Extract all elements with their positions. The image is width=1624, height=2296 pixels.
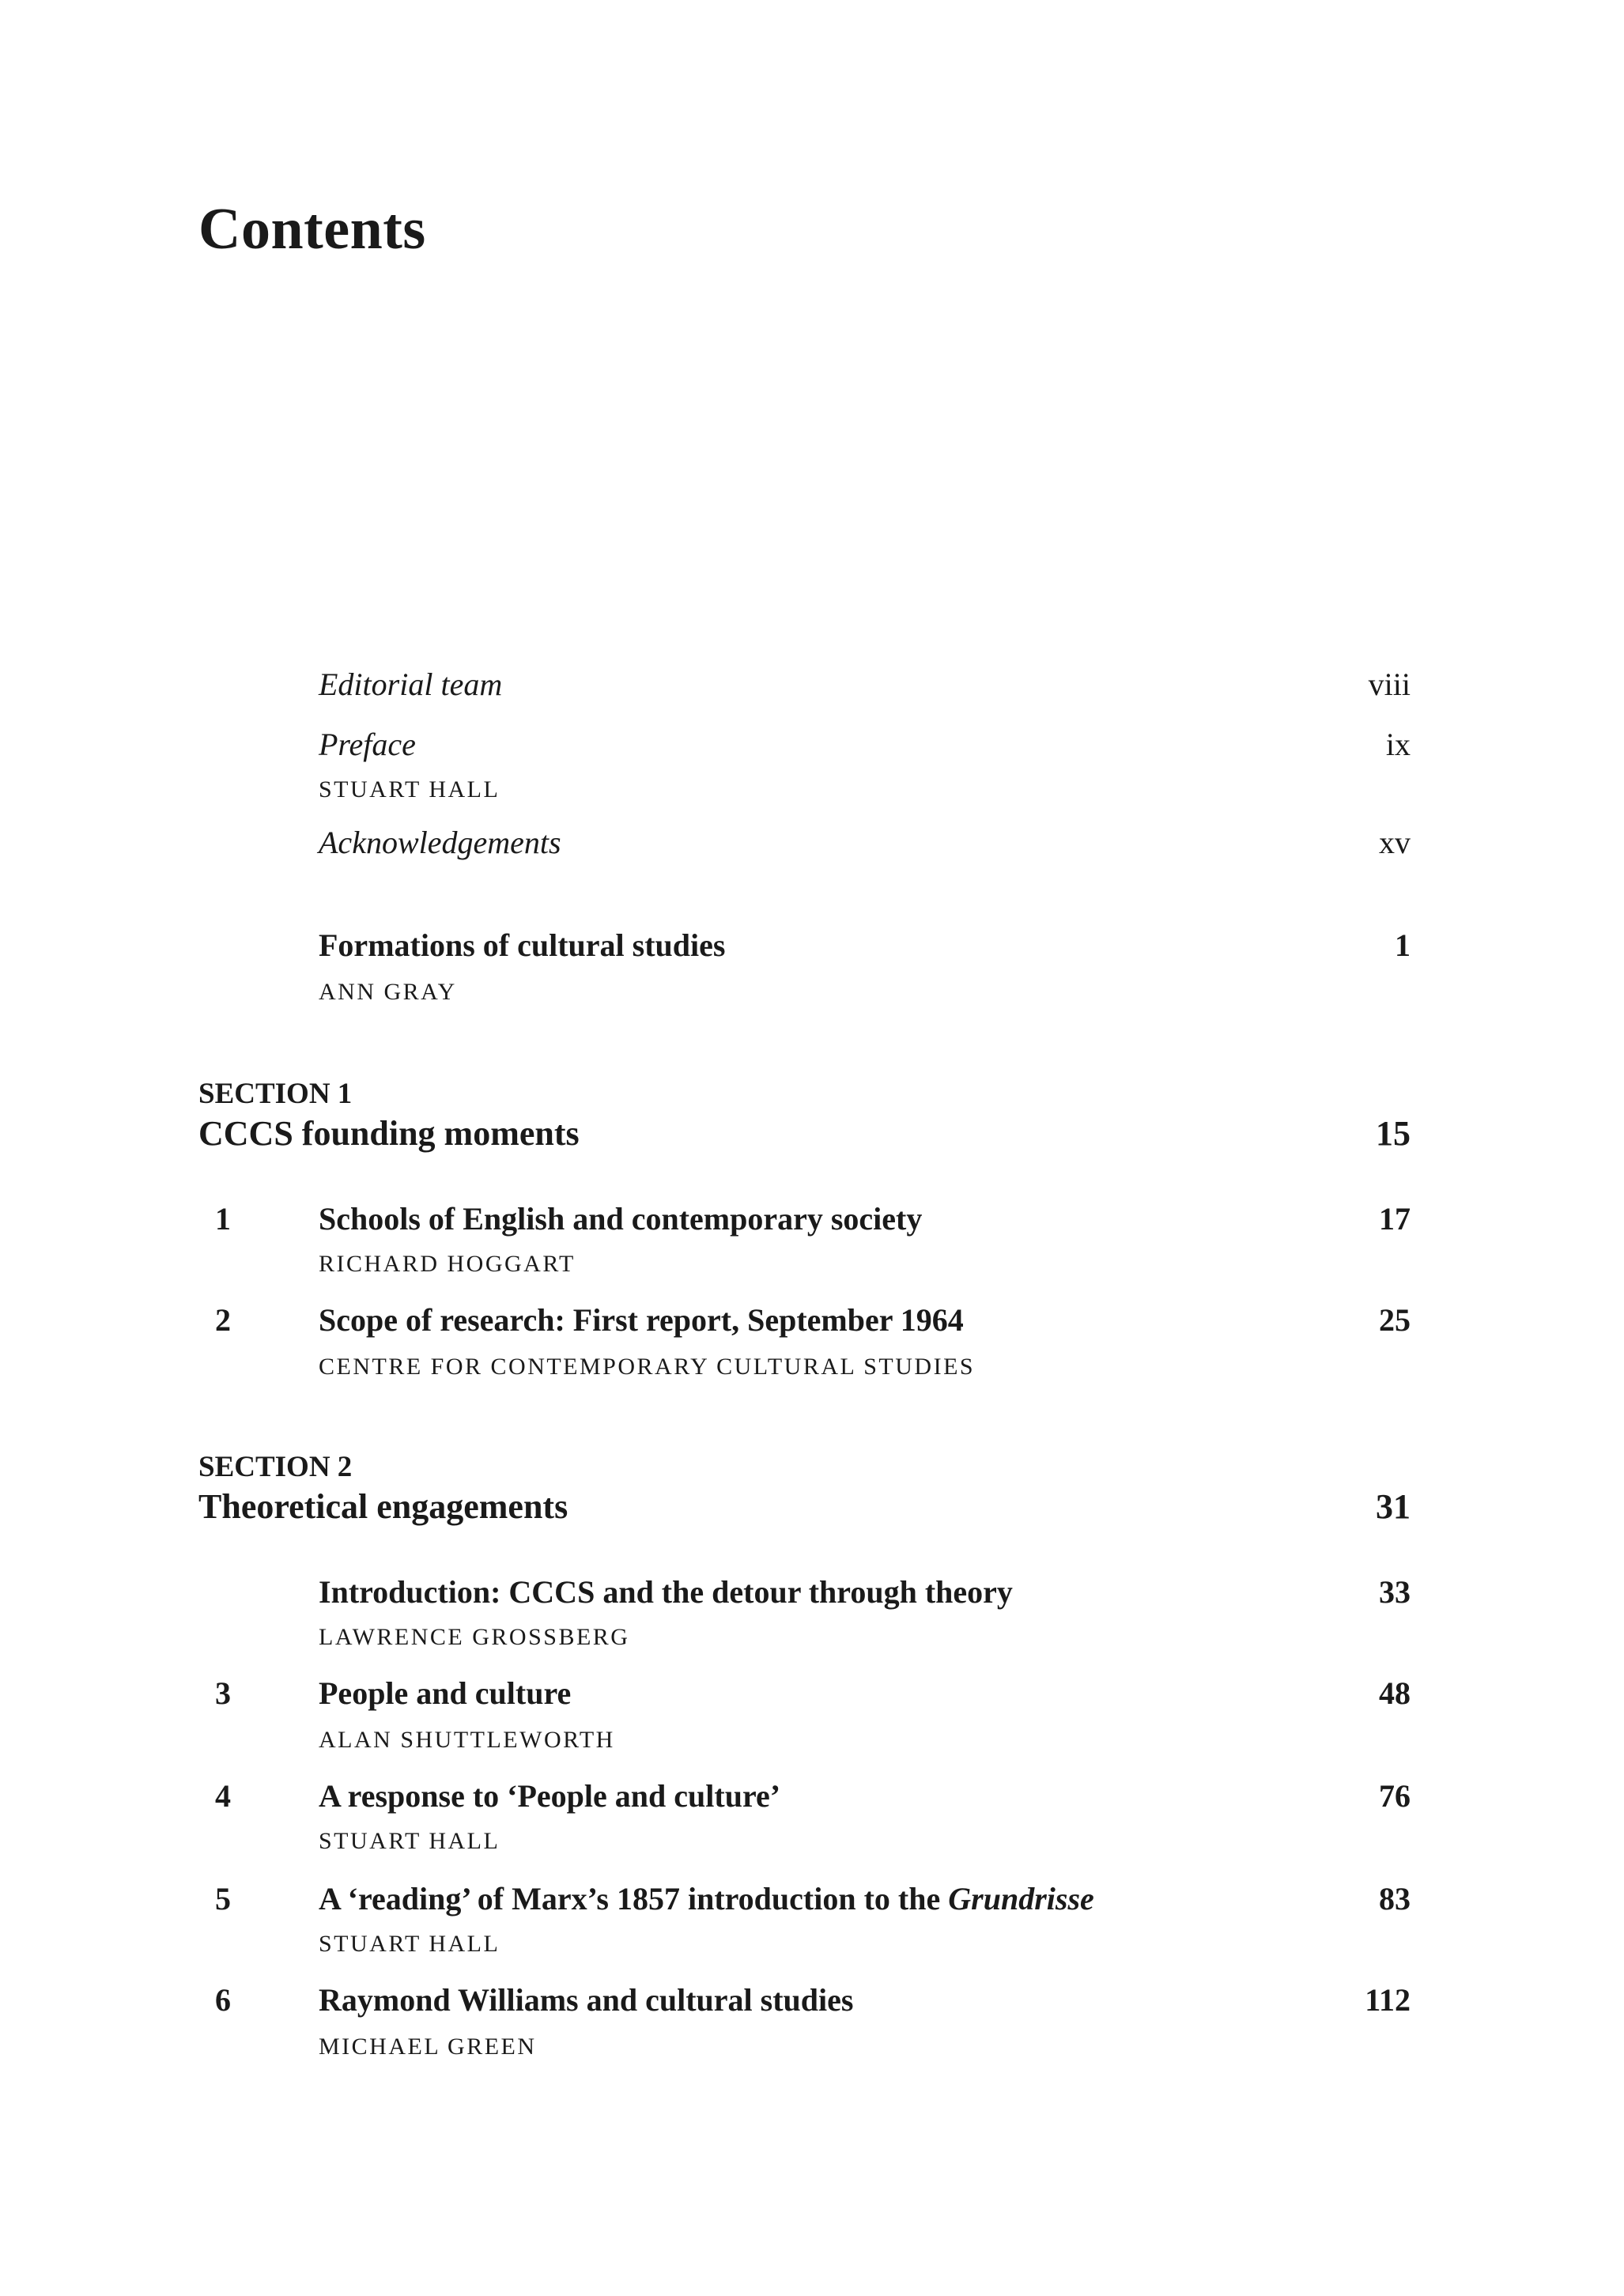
entry-page-number: 112 [1365, 1982, 1411, 2018]
section-page-number: 31 [1376, 1487, 1411, 1526]
entry-title [319, 1880, 1094, 1917]
entry-author: STUART HALL [319, 1931, 500, 1957]
entry-page-number: xv [1379, 825, 1411, 860]
entry-page-number: 1 [1395, 927, 1411, 963]
entry-author: ALAN SHUTTLEWORTH [319, 1727, 615, 1753]
entry-page-number: 76 [1379, 1778, 1411, 1814]
chapter-number: 4 [215, 1778, 231, 1814]
section-label: SECTION 2 [198, 1451, 353, 1483]
entry-page-number: 33 [1379, 1574, 1411, 1610]
entry-author: RICHARD HOGGART [319, 1251, 576, 1277]
section-label: SECTION 1 [198, 1078, 353, 1110]
section-title: CCCS founding moments [198, 1114, 580, 1153]
section-title: Theoretical engagements [198, 1487, 568, 1526]
entry-title: Preface [319, 727, 416, 762]
chapter-number: 6 [215, 1982, 231, 2018]
entry-author: ANN GRAY [319, 979, 457, 1005]
entry-page-number: 48 [1379, 1675, 1411, 1711]
entry-page-number: 25 [1379, 1302, 1411, 1338]
entry-page-number: 83 [1379, 1881, 1411, 1916]
entry-title: Introduction: CCCS and the detour through theory [319, 1574, 1013, 1610]
chapter-number: 5 [215, 1881, 231, 1916]
entry-title: A response to ‘People and culture’ [319, 1778, 781, 1814]
entry-author: STUART HALL [319, 776, 500, 802]
entry-title: Formations of cultural studies [319, 927, 726, 963]
entry-title: Scope of research: First report, September 1964 [319, 1302, 964, 1338]
entry-title-text: A ‘reading’ of Marx’s 1857 introduction to the [319, 1881, 949, 1916]
entry-title: Schools of English and contemporary society [319, 1201, 923, 1237]
section-page-number: 15 [1376, 1114, 1411, 1153]
entry-title-italic-text: Grundrisse [948, 1881, 1094, 1916]
entry-title: Editorial team [319, 667, 503, 702]
entry-author: LAWRENCE GROSSBERG [319, 1624, 630, 1650]
entry-author: MICHAEL GREEN [319, 2034, 537, 2060]
entry-title: People and culture [319, 1675, 572, 1711]
entry-author: CENTRE FOR CONTEMPORARY CULTURAL STUDIES [319, 1354, 976, 1380]
entry-page-number: viii [1368, 667, 1411, 702]
chapter-number: 2 [215, 1302, 231, 1338]
chapter-number: 3 [215, 1675, 231, 1711]
entry-title: Raymond Williams and cultural studies [319, 1982, 854, 2018]
page-title: Contents [198, 197, 426, 262]
chapter-number: 1 [215, 1201, 231, 1237]
entry-page-number: 17 [1379, 1201, 1411, 1237]
entry-author: STUART HALL [319, 1828, 500, 1854]
entry-title: Acknowledgements [319, 825, 561, 860]
entry-page-number: ix [1385, 727, 1411, 762]
